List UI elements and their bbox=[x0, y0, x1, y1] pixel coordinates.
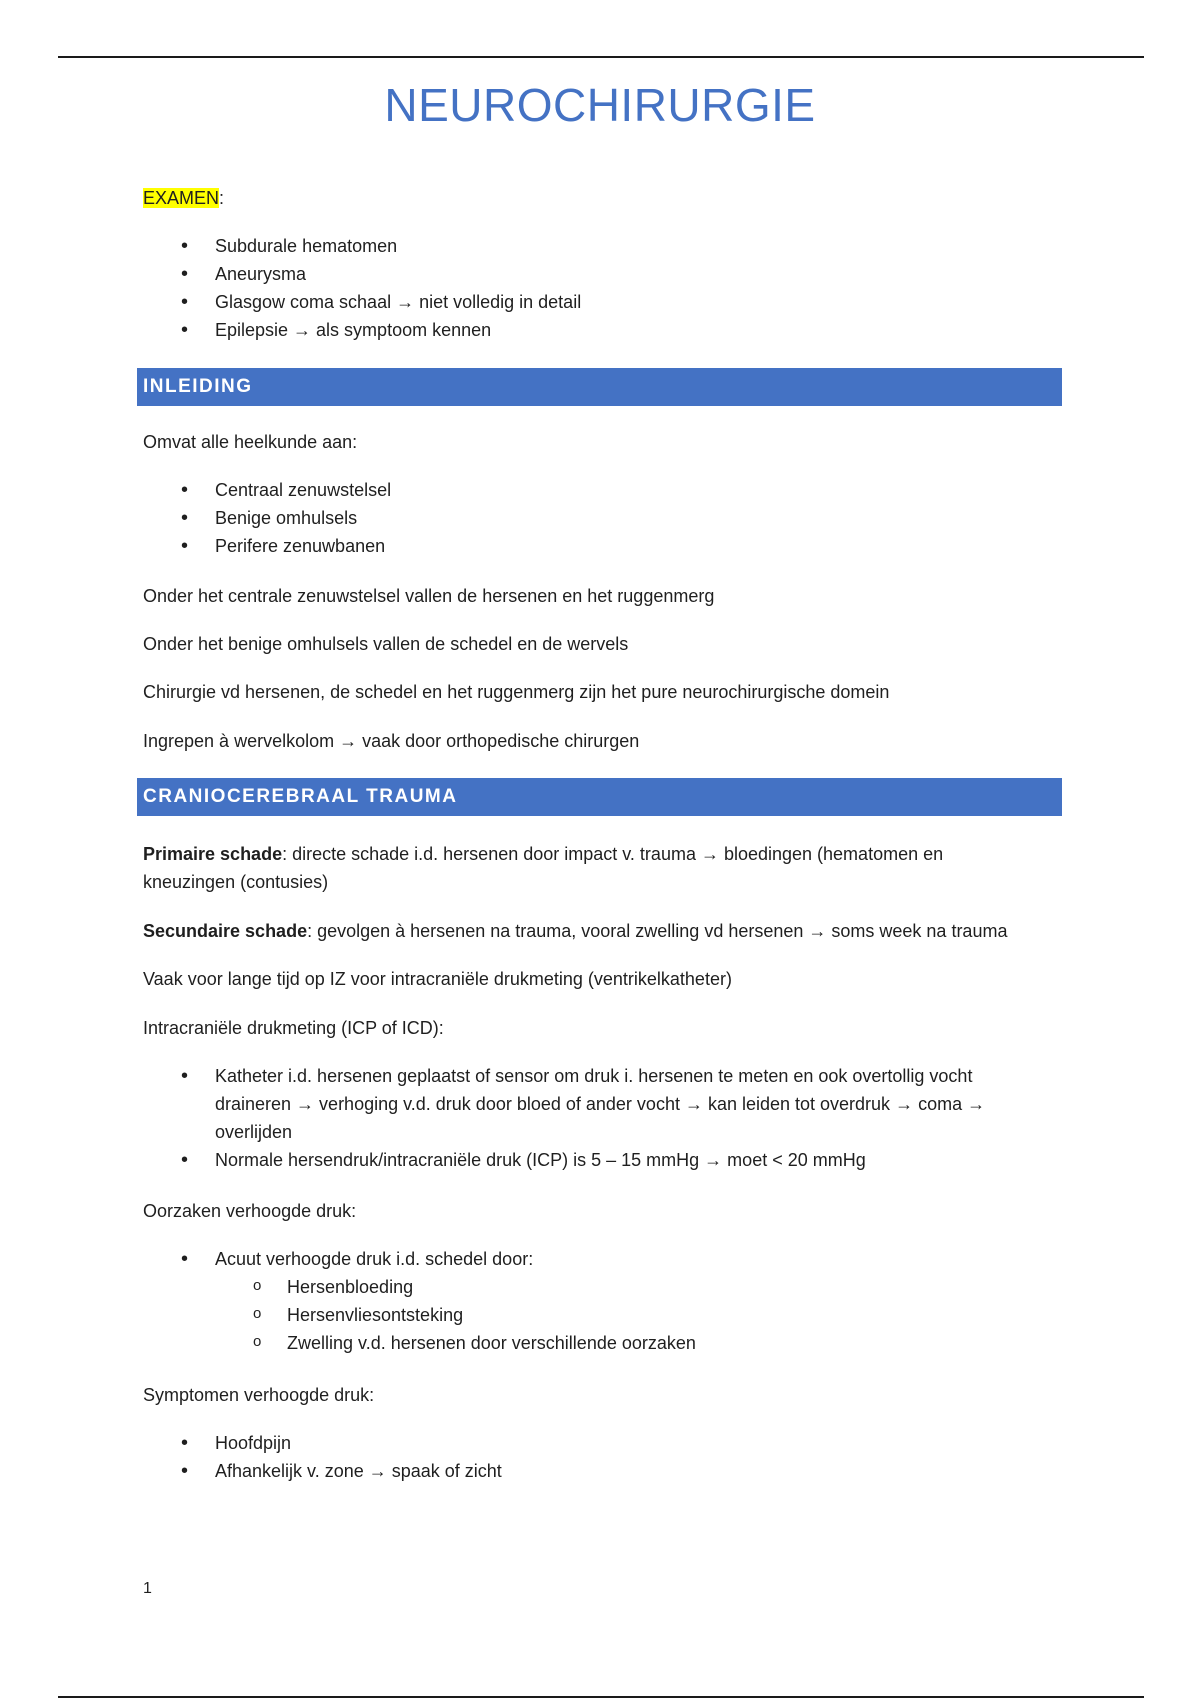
paragraph: Onder het benige omhulsels vallen de schedel en de wervels bbox=[143, 634, 629, 654]
list-item: • Acuut verhoogde druk i.d. schedel door: bbox=[143, 1245, 1063, 1273]
paragraph: Symptomen verhoogde druk: bbox=[143, 1385, 375, 1405]
icp-list bbox=[143, 1062, 1043, 1174]
list-item: • Aneurysma bbox=[143, 260, 1063, 288]
list-item: • Katheter i.d. hersenen geplaatst of sensor om druk i. hersenen te meten en ook overtollig vocht draineren → verhoging v.d. druk door bloed of ander vocht → kan leiden tot overdruk → coma → overlijden bbox=[143, 1062, 1043, 1146]
paragraph: Chirurgie vd hersenen, de schedel en het ruggenmerg zijn het pure neurochirurgische domein bbox=[143, 682, 890, 702]
primaire-schade-label: Primaire schade bbox=[143, 844, 283, 864]
exam-label: EXAMEN bbox=[143, 188, 220, 208]
primaire-schade-paragraph bbox=[143, 840, 1023, 896]
top-rule bbox=[58, 56, 1144, 58]
oorzaken-list bbox=[143, 1245, 1063, 1273]
section-heading-craniocerebraal-trauma: CRANIOCEREBRAAL TRAUMA bbox=[137, 778, 1062, 816]
exam-list bbox=[143, 232, 1063, 344]
paragraph: Ingrepen à wervelkolom → vaak door orthopedische chirurgen bbox=[143, 731, 640, 751]
page-number: 1 bbox=[143, 1580, 152, 1597]
list-item: o Zwelling v.d. hersenen door verschillende oorzaken bbox=[143, 1329, 1063, 1357]
paragraph: Onder het centrale zenuwstelsel vallen de hersenen en het ruggenmerg bbox=[143, 586, 715, 606]
list-item: • Benige omhulsels bbox=[143, 504, 1063, 532]
exam-label-line bbox=[143, 184, 224, 212]
paragraph: Intracraniële drukmeting (ICP of ICD): bbox=[143, 1018, 444, 1038]
list-item: • Afhankelijk v. zone → spaak of zicht bbox=[143, 1457, 1063, 1485]
exam-colon: : bbox=[219, 188, 225, 208]
list-item: • Epilepsie → als symptoom kennen bbox=[143, 316, 1063, 344]
list-item: • Hoofdpijn bbox=[143, 1429, 1063, 1457]
list-item: • Subdurale hematomen bbox=[143, 232, 1063, 260]
oorzaken-sublist bbox=[143, 1273, 1063, 1357]
paragraph: Oorzaken verhoogde druk: bbox=[143, 1201, 357, 1221]
primaire-schade-text: : directe schade i.d. hersenen door impact v. trauma → bloedingen (hematomen en kneuzingen (contusies) bbox=[143, 844, 944, 892]
list-item: • Normale hersendruk/intracraniële druk (ICP) is 5 – 15 mmHg → moet < 20 mmHg bbox=[143, 1146, 1043, 1174]
inleiding-list bbox=[143, 476, 1063, 560]
secundaire-schade-paragraph bbox=[143, 917, 1063, 945]
section-heading-inleiding: INLEIDING bbox=[137, 368, 1062, 406]
bottom-rule bbox=[58, 1696, 1144, 1698]
symptomen-list bbox=[143, 1429, 1063, 1485]
inleiding-intro: Omvat alle heelkunde aan: bbox=[143, 432, 358, 452]
page-title: NEUROCHIRURGIE bbox=[384, 79, 816, 131]
list-item: • Centraal zenuwstelsel bbox=[143, 476, 1063, 504]
list-item: o Hersenbloeding bbox=[143, 1273, 1063, 1301]
list-item: o Hersenvliesontsteking bbox=[143, 1301, 1063, 1329]
paragraph: Vaak voor lange tijd op IZ voor intracraniële drukmeting (ventrikelkatheter) bbox=[143, 969, 732, 989]
secundaire-schade-text: : gevolgen à hersenen na trauma, vooral zwelling vd hersenen → soms week na trauma bbox=[307, 921, 1008, 941]
list-item: • Glasgow coma schaal → niet volledig in detail bbox=[143, 288, 1063, 316]
secundaire-schade-label: Secundaire schade bbox=[143, 921, 308, 941]
list-item: • Perifere zenuwbanen bbox=[143, 532, 1063, 560]
